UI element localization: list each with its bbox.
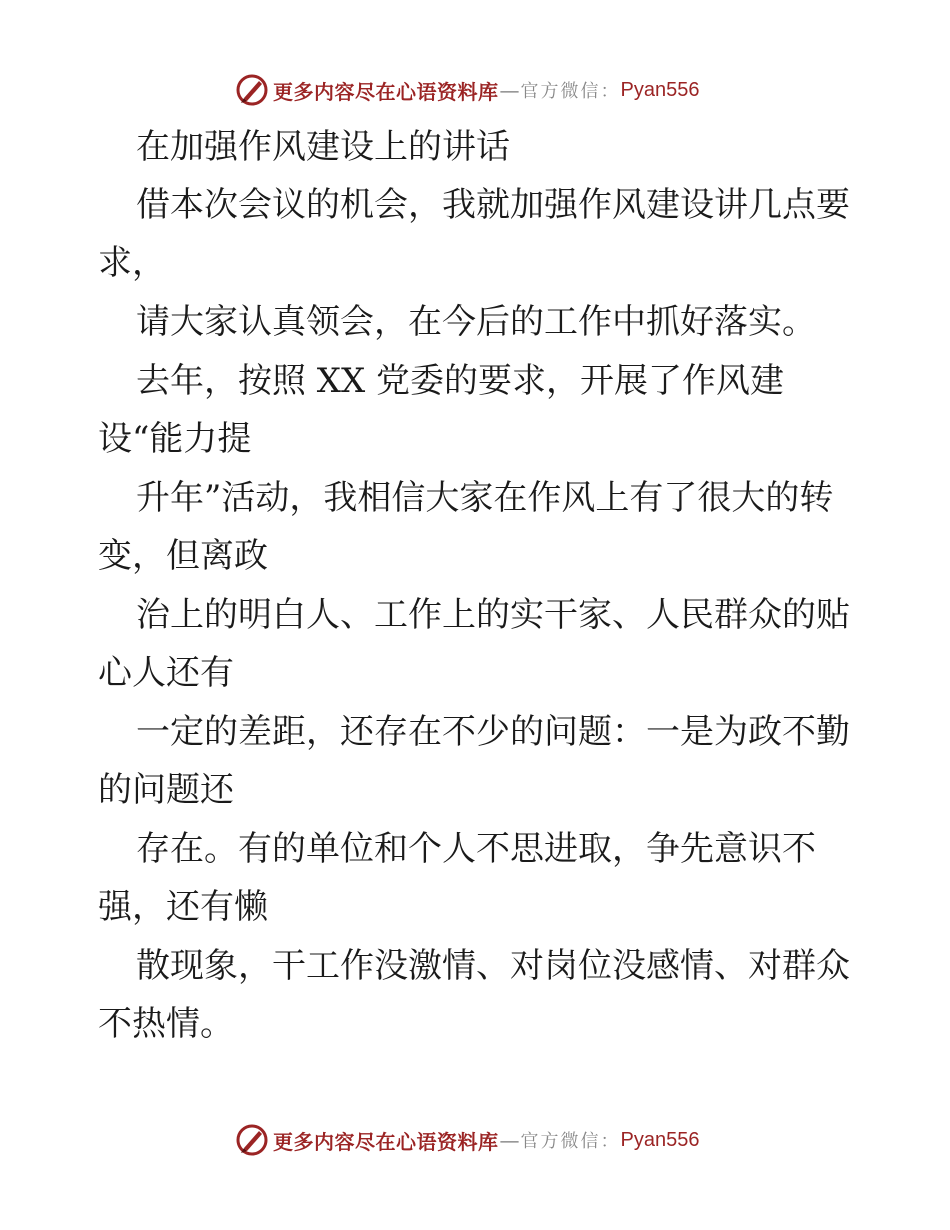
banner-text: 更多内容尽在心语资料库 xyxy=(273,1129,499,1154)
wechat-id: Pyan556 xyxy=(620,78,700,101)
wechat-id: Pyan556 xyxy=(620,1128,700,1151)
banner-dash: — xyxy=(499,1128,520,1152)
paragraph-line: 强，还有懒 xyxy=(98,887,268,927)
document-title: 在加强作风建设上的讲话 xyxy=(136,127,510,167)
paragraph-line: 去年，按照 XX 党委的要求，开展了作风建 xyxy=(136,361,785,401)
paragraph-line: 求， xyxy=(98,243,166,283)
paragraph-line: 变，但离政 xyxy=(98,536,268,576)
paragraph-line: 借本次会议的机会，我就加强作风建设讲几点要 xyxy=(136,185,850,225)
pen-logo-icon xyxy=(235,73,269,107)
wechat-label: 官方微信： xyxy=(520,1131,621,1152)
paragraph-line: 的问题还 xyxy=(98,770,234,810)
header-banner xyxy=(235,72,699,108)
paragraph-line: 升年”活动，我相信大家在作风上有了很大的转 xyxy=(136,478,834,518)
paragraph-line: 请大家认真领会，在今后的工作中抓好落实。 xyxy=(136,302,816,342)
wechat-label: 官方微信： xyxy=(520,81,621,102)
pen-logo-icon xyxy=(235,1123,269,1157)
footer-banner xyxy=(235,1122,699,1158)
banner-text: 更多内容尽在心语资料库 xyxy=(273,79,499,104)
paragraph-line: 治上的明白人、工作上的实干家、人民群众的贴 xyxy=(136,595,850,635)
paragraph-line: 设“能力提 xyxy=(98,419,252,459)
paragraph-line: 存在。有的单位和个人不思进取，争先意识不 xyxy=(136,829,816,869)
banner-dash: — xyxy=(499,78,520,102)
paragraph-line: 心人还有 xyxy=(98,653,234,693)
paragraph-line: 一定的差距，还存在不少的问题：一是为政不勤 xyxy=(136,712,850,752)
paragraph-line: 不热情。 xyxy=(98,1004,234,1044)
paragraph-line: 散现象，干工作没激情、对岗位没感情、对群众 xyxy=(136,946,850,986)
